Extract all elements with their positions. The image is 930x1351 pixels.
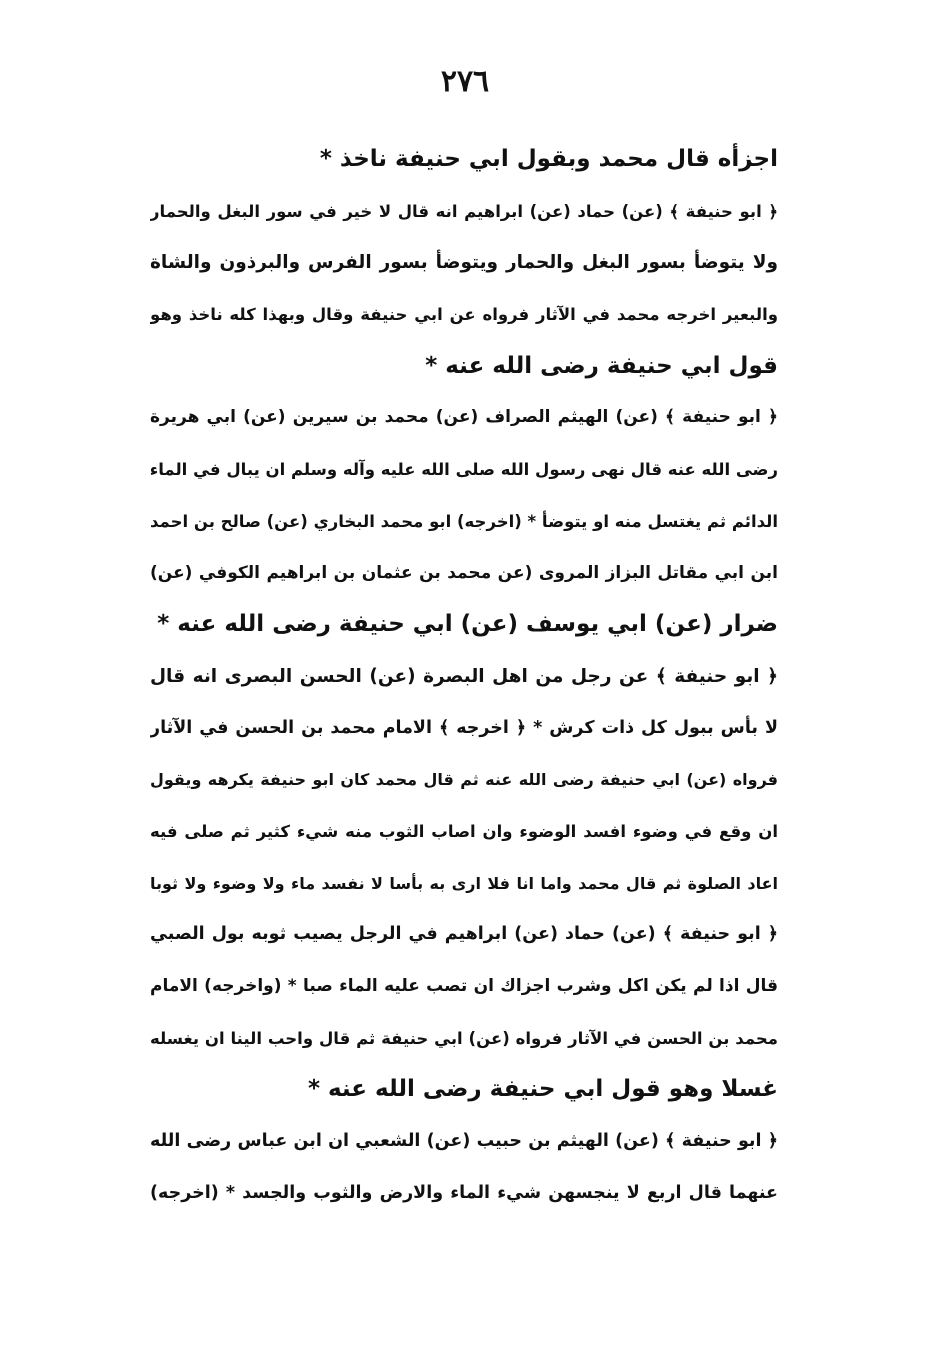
text-line: ﴿ ابو حنيفة ﴾ (عن) حماد (عن) ابراهيم انه قال لا خير في سور البغل والحمار (150, 201, 778, 221)
text-line: ﴿ ابو حنيفة ﴾ (عن) حماد (عن) ابراهيم في الرجل يصيب ثوبه بول الصبي (150, 924, 778, 945)
text-line: ضرار (عن) ابي يوسف (عن) ابي حنيفة رضى الله عنه * (157, 611, 778, 638)
text-line: فرواه (عن) ابي حنيفة رضى الله عنه ثم قال محمد كان ابو حنيفة يكرهه ويقول (150, 770, 778, 790)
text-line: اجزأه قال محمد وبقول ابي حنيفة ناخذ * (319, 146, 778, 172)
text-line: ﴿ ابو حنيفة ﴾ عن رجل من اهل البصرة (عن) الحسن البصرى انه قال (150, 665, 778, 687)
text-line: لا بأس ببول كل ذات كرش * ﴿ اخرجه ﴾ الامام محمد بن الحسن في الآثار (150, 717, 778, 738)
text-line: غسلا وهو قول ابي حنيفة رضى الله عنه * (307, 1076, 778, 1103)
text-line: والبعير اخرجه محمد في الآثار فرواه عن ابي حنيفة وقال وبهذا كله ناخذ وهو (150, 305, 778, 325)
text-line: رضى الله عنه قال نهى رسول الله صلى الله عليه وآله وسلم ان يبال في الماء (150, 460, 778, 480)
text-line: ابن ابي مقاتل البزاز المروى (عن محمد بن عثمان بن ابراهيم الكوفي (عن) (150, 562, 778, 583)
text-line: ولا يتوضأ بسور البغل والحمار ويتوضأ بسور الفرس والبرذون والشاة (150, 252, 778, 274)
text-line: محمد بن الحسن في الآثار فرواه (عن) ابي حنيفة ثم قال واحب الينا ان يغسله (150, 1028, 778, 1048)
text-line: اعاد الصلوة ثم قال محمد واما انا فلا ارى به بأسا لا نفسد ماء ولا وضوء ولا ثوبا (150, 873, 778, 893)
text-line: الدائم ثم يغتسل منه او يتوضأ * (اخرجه) ابو محمد البخاري (عن) صالح بن احمد (150, 511, 778, 531)
text-line: قول ابي حنيفة رضى الله عنه * (425, 352, 778, 379)
text-line: ﴿ ابو حنيفة ﴾ (عن) الهيثم بن حبيب (عن) الشعبي ان ابن عباس رضى الله (150, 1131, 778, 1152)
text-line: ﴿ ابو حنيفة ﴾ (عن) الهيثم الصراف (عن) محمد بن سيرين (عن) ابي هريرة (150, 407, 778, 428)
page-number: ٢٧٦ (440, 64, 490, 99)
text-line: ان وقع في وضوء افسد الوضوء وان اصاب الثوب منه شيء كثير ثم صلى فيه (150, 821, 778, 841)
text-line: عنهما قال اربع لا ينجسهن شيء الماء والارض والثوب والجسد * (اخرجه) (150, 1182, 778, 1203)
text-line: قال اذا لم يكن اكل وشرب اجزاك ان تصب عليه الماء صبا * (واخرجه) الامام (150, 976, 778, 996)
text-body (150, 134, 778, 1219)
